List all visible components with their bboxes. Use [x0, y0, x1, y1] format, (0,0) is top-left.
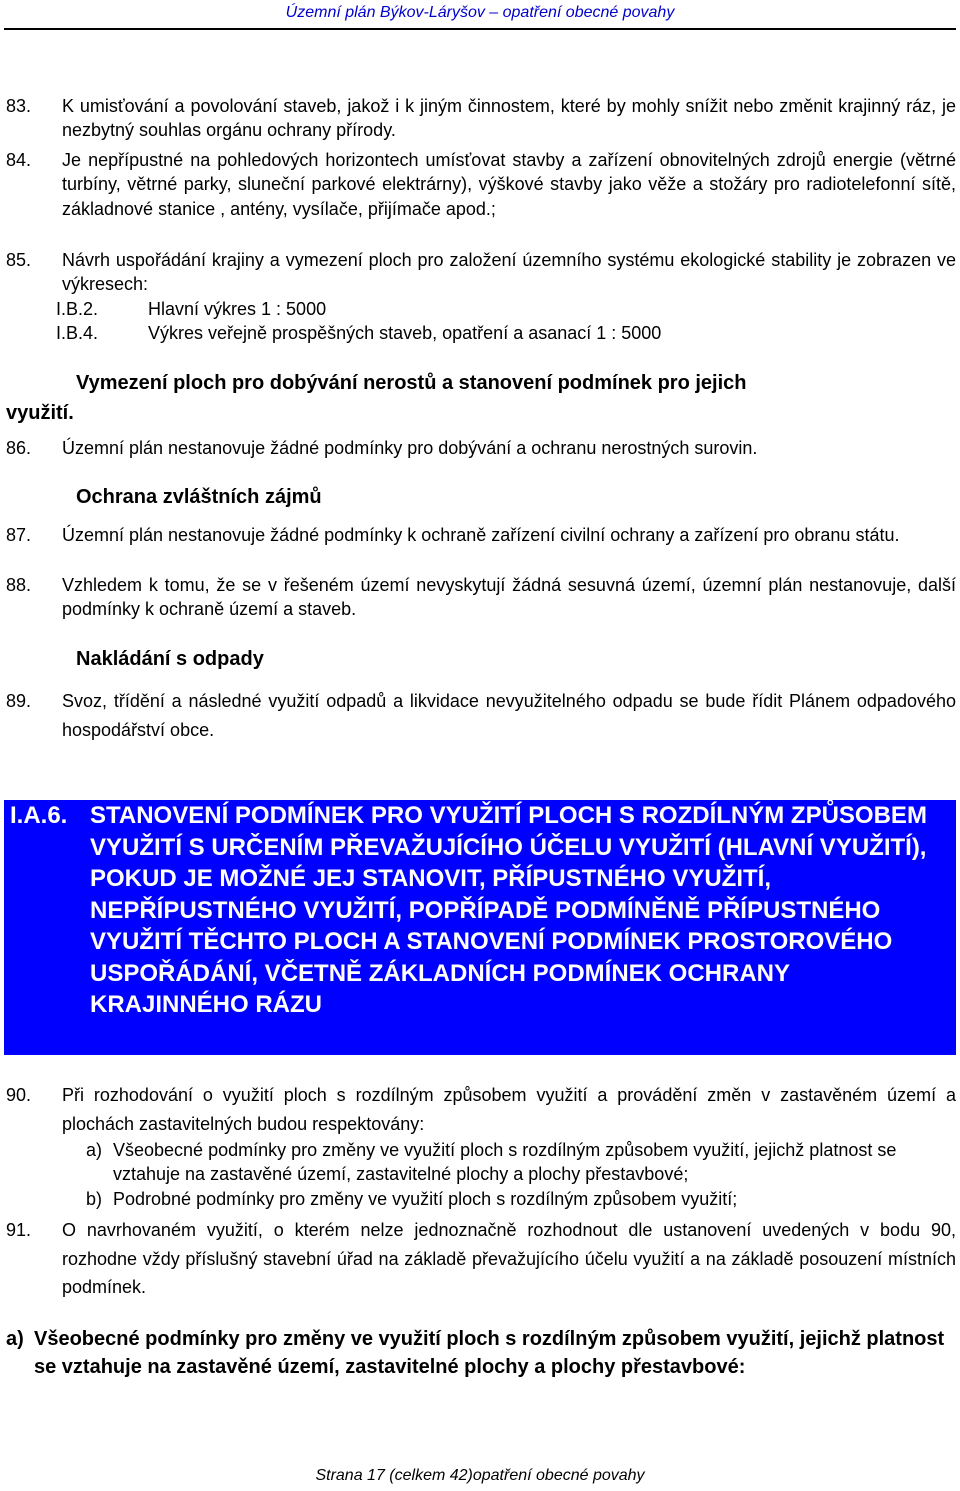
sub-item-a [86, 1138, 956, 1186]
sub-item-label: a) [86, 1140, 103, 1160]
paragraph-text: O navrhovaném využití, o kterém nelze jednoznačně rozhodnout dle ustanovení uvedených v bodu 90, rozhodne vždy příslušný stavební úřad na základě převažujícího účelu využití a na základě posouzení místních podmínek. [62, 1220, 956, 1297]
paragraph-87 [6, 523, 956, 547]
paragraph-84 [6, 148, 956, 221]
section-heading-box [4, 800, 956, 1055]
paragraph-text: Návrh uspořádání krajiny a vymezení ploch pro založení územního systému ekologické stability je zobrazen ve výkresech: [62, 250, 956, 295]
drawing-code: I.B.4. [56, 323, 99, 343]
page-header: Územní plán Býkov-Láryšov – opatření obecné povahy [285, 4, 675, 21]
section-heading-mining [6, 368, 956, 428]
section-heading-waste [6, 644, 956, 674]
sub-item-label: b) [86, 1189, 103, 1209]
paragraph-83 [6, 94, 956, 143]
paragraph-text: Vzhledem k tomu, že se v řešeném území nevyskytují žádná sesuvná území, územní plán nestanovuje, další podmínky k ochraně území a staveb. [62, 575, 956, 620]
subsection-label: a) [6, 1328, 24, 1350]
paragraph-90 [6, 1081, 956, 1138]
sub-item-text: Podrobné podmínky pro změny ve využití ploch s rozdílným způsobem využití; [113, 1189, 738, 1209]
section-title: STANOVENÍ PODMÍNEK PRO VYUŽITÍ PLOCH S ROZDÍLNÝM ZPŮSOBEM VYUŽITÍ S URČENÍM PŘEVAŽUJÍCÍHO ÚČELU VYUŽITÍ (HLAVNÍ VYUŽITÍ), POKUD JE MOŽNÉ JEJ STANOVIT, PŘÍPUSTNÉHO VYUŽITÍ, NEPŘÍPUSTNÉHO VYUŽITÍ, POPŘÍPADĚ PODMÍNĚNĚ PŘÍPUSTNÉHO VYUŽITÍ TĚCHTO PLOCH A STANOVENÍ PODMÍNEK PROSTOROVÉHO USPOŘÁDÁNÍ, VČETNĚ ZÁKLADNÍCH PODMÍNEK OCHRANY KRAJINNÉHO RÁZU [90, 802, 927, 1018]
heading-text: Nakládání s odpady [76, 648, 264, 670]
paragraph-number: 91. [6, 1220, 32, 1240]
paragraph-number: 86. [6, 438, 32, 458]
paragraph-88 [6, 573, 956, 622]
drawing-reference [56, 321, 661, 345]
paragraph-text: Je nepřípustné na pohledových horizontech umísťovat stavby a zařízení obnovitelných zdrojů energie (větrné turbíny, větrné parky, sluneční parkové elektrárny), výškové stavby jako věže a stožáry pro radiotelefonní sítě, základnové stanice , antény, vysílače, přijímače apod.; [62, 150, 956, 219]
section-number: I.A.6. [10, 802, 68, 829]
paragraph-number: 84. [6, 150, 32, 170]
heading-line: Vymezení ploch pro dobývání nerostů a stanovení podmínek pro jejich [76, 372, 747, 394]
paragraph-number: 88. [6, 575, 32, 595]
drawing-title: Hlavní výkres 1 : 5000 [148, 299, 327, 319]
sub-item-b [86, 1187, 956, 1211]
section-heading-special-interests [6, 482, 956, 512]
paragraph-text: Územní plán nestanovuje žádné podmínky pro dobývání a ochranu nerostných surovin. [62, 438, 758, 458]
paragraph-text: Svoz, třídění a následné využití odpadů a likvidace nevyužitelného odpadu se bude řídit Plánem odpadového hospodářství obce. [62, 691, 956, 740]
page-footer: Strana 17 (celkem 42)opatření obecné povahy [315, 1467, 645, 1484]
paragraph-number: 90. [6, 1085, 32, 1105]
paragraph-text: Při rozhodování o využití ploch s rozdílným způsobem využití a provádění změn v zastavěném území a plochách zastavitelných budou respektovány: [62, 1085, 956, 1134]
heading-text: Ochrana zvláštních zájmů [76, 486, 322, 508]
subsection-text: Všeobecné podmínky pro změny ve využití ploch s rozdílným způsobem využití, jejichž platnost se vztahuje na zastavěné území, zastavitelné plochy a plochy přestavbové: [34, 1328, 945, 1378]
drawing-reference [56, 297, 326, 321]
paragraph-text: K umisťování a povolování staveb, jakož i k jiným činnostem, které by mohly snížit nebo změnit krajinný ráz, je nezbytný souhlas orgánu ochrany přírody. [62, 96, 956, 141]
drawing-title: Výkres veřejně prospěšných staveb, opatření a asanací 1 : 5000 [148, 323, 662, 343]
heading-line: využití. [6, 402, 74, 424]
subsection-heading-general-conditions [6, 1325, 946, 1381]
paragraph-89 [6, 687, 956, 744]
paragraph-number: 87. [6, 525, 32, 545]
paragraph-86 [6, 436, 956, 460]
paragraph-number: 85. [6, 250, 32, 270]
paragraph-85 [6, 248, 956, 297]
paragraph-91 [6, 1216, 956, 1302]
drawing-code: I.B.2. [56, 299, 99, 319]
sub-item-text: Všeobecné podmínky pro změny ve využití ploch s rozdílným způsobem využití, jejichž platnost se vztahuje na zastavěné území, zastavitelné plochy a plochy přestavbové; [113, 1140, 897, 1184]
paragraph-text: Územní plán nestanovuje žádné podmínky k ochraně zařízení civilní ochrany a zařízení pro obranu státu. [62, 525, 900, 545]
paragraph-number: 83. [6, 96, 32, 116]
paragraph-number: 89. [6, 691, 32, 711]
header-divider [4, 28, 956, 30]
